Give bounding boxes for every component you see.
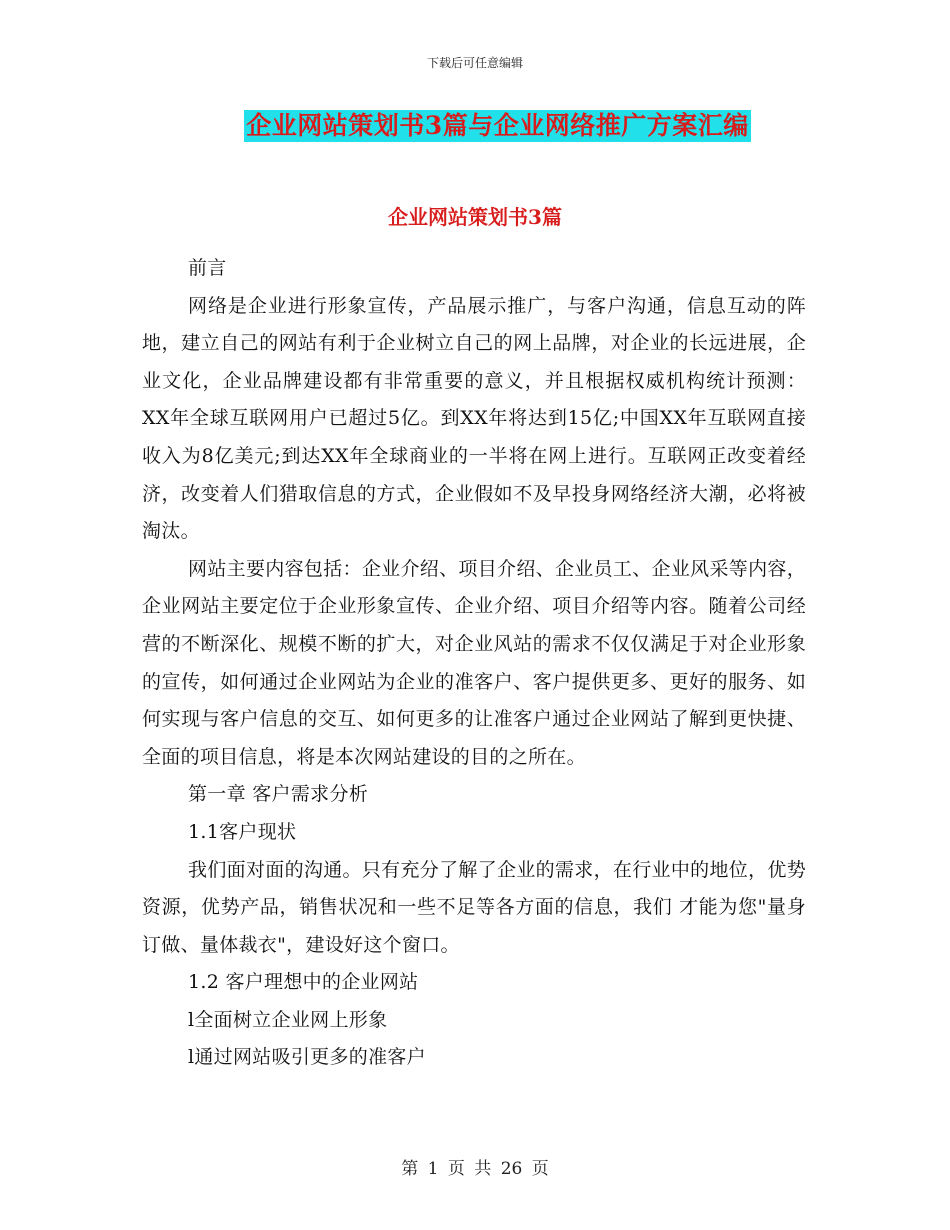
chapter-heading: 第一章 客户需求分析: [188, 783, 369, 806]
page-number-footer: 第 1 页 共 26 页: [401, 1159, 549, 1179]
paragraph-intro: 网络是企业进行形象宣传，产品展示推广，与客户沟通，信息互动的阵地，建立自己的网站有利于企业树立自己的网上品牌，对企业的长远进展，企业文化，企业品牌建设都有非常重要的意义，并且根据权威机构统计预测：XX年全球互联网用户已超过5亿。到XX年将达到15亿;中国XX年互联网直接收入为8亿美元;到达XX年全球商业的一半将在网上进行。互联网正改变着经济，改变着人们猎取信息的方式，企业假如不及早投身网络经济大潮，必将被淘汰。: [142, 294, 806, 543]
list-item: l全面树立企业网上形象: [188, 1008, 388, 1031]
document-sub-title: 企业网站策划书3篇: [388, 205, 562, 229]
paragraph-preface-heading: 前言: [188, 257, 227, 279]
section-heading-1-1: 1.1客户现状: [188, 820, 297, 843]
header-note: 下载后可任意编辑: [426, 56, 523, 70]
document-main-title: 企业网站策划书3篇与企业网络推广方案汇编: [246, 111, 749, 140]
document-body: [142, 250, 806, 1077]
paragraph-client-status: 我们面对面的沟通。只有充分了解了企业的需求，在行业中的地位，优势资源，优势产品，销售状况和一些不足等各方面的信息，我们 才能为您"量身订做、量体裁衣"，建设好这个窗口。: [142, 858, 806, 956]
main-title-container: [0, 110, 950, 142]
list-item: l通过网站吸引更多的准客户: [188, 1046, 426, 1069]
paragraph-site-content: 网站主要内容包括：企业介绍、项目介绍、企业员工、企业风采等内容，企业网站主要定位于企业形象宣传、企业介绍、项目介绍等内容。随着公司经营的不断深化、规模不断的扩大，对企业风站的需求不仅仅满足于对企业形象的宣传，如何通过企业网站为企业的准客户、客户提供更多、更好的服务、如何实现与客户信息的交互、如何更多的让准客户通过企业网站了解到更快捷、全面的项目信息，将是本次网站建设的目的之所在。: [142, 557, 806, 768]
section-heading-1-2: 1.2 客户理想中的企业网站: [188, 971, 419, 994]
